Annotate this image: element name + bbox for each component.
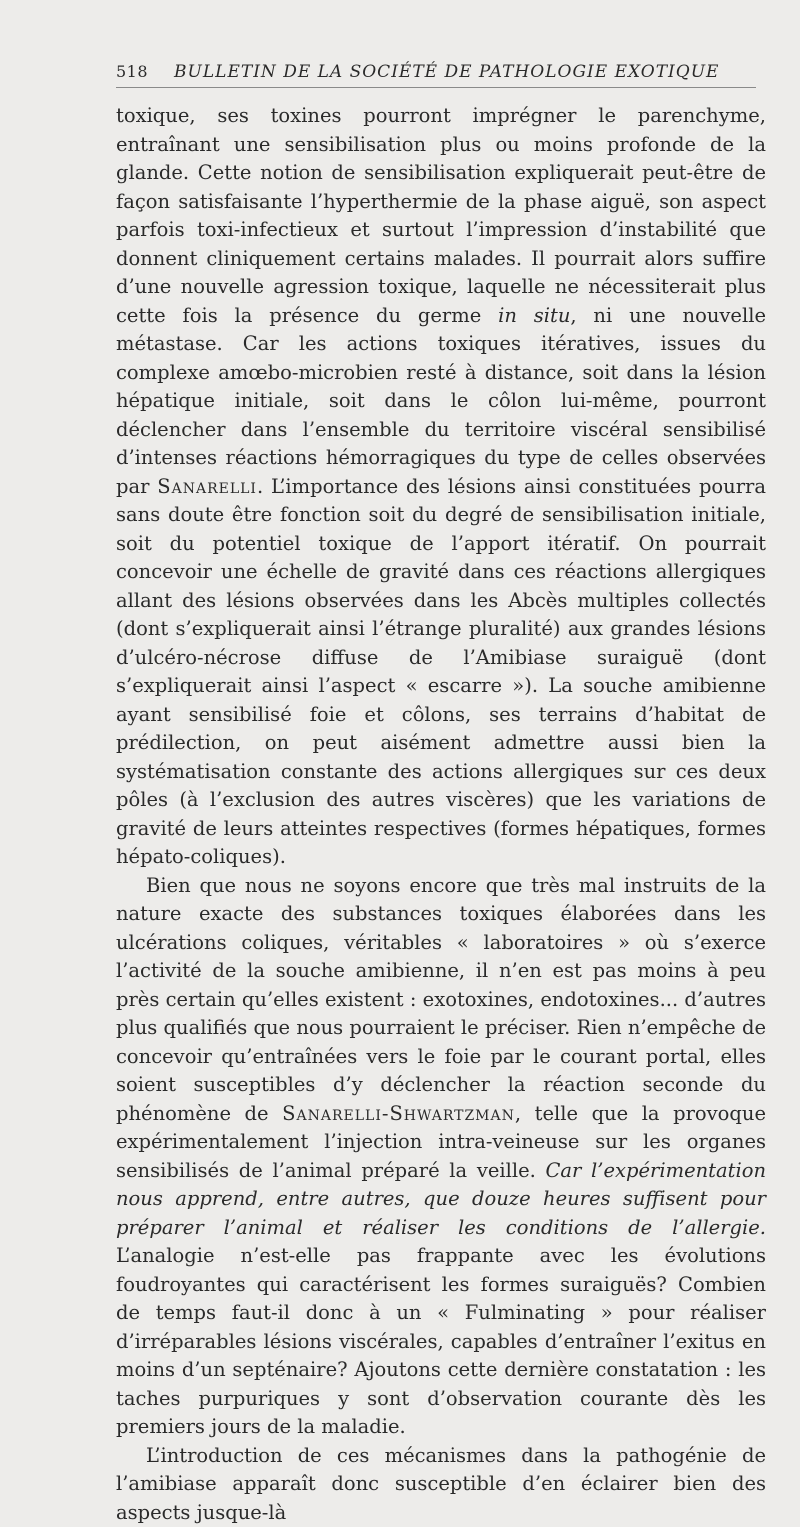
text-run: . L’importance des lésions ainsi constituées pourra sans doute être fonction soit du degré de sensibilisation initiale, soit du potentiel toxique de l’apport itératif. On pourrait concevoir une échelle de gravité dans ces réactions allergiques allant des lésions observées dans les Abcès multiples collectés (dont s’expliquerait ainsi l’étrange pluralité) aux grandes lésions d’ulcéro-nécrose diffuse de l’Amibiase suraiguë (dont s’expliquerait ainsi l’aspect « escarre »). La souche amibienne ayant sensibilisé foie et côlons, ses terrains d’habitat de prédilection, on peut aisément admettre aussi bien la systématisation constante des actions allergiques sur ces deux pôles (à l’exclusion des autres viscères) que les variations de gravité de leurs atteintes respectives (formes hépatiques, formes hépato-coliques). bbox=[116, 475, 766, 869]
text-run: , telle que la provoque expérimentalement l’injection intra-veineuse sur les organes sensibilisés de l’animal préparé la veille. bbox=[116, 1102, 766, 1182]
author-name: Sanarelli bbox=[157, 475, 257, 498]
italic-passage: Car l’expérimentation nous apprend, entre autres, que douze heures suffisent pour préparer l’animal et réaliser les conditions de l’allergie. bbox=[116, 1159, 766, 1239]
italic-term: in situ bbox=[498, 304, 570, 327]
text-run: Bien que nous ne soyons encore que très mal instruits de la nature exacte des substances toxiques élaborées dans les ulcérations coliques, véritables « laboratoires » où s’exerce l’activité de la souche amibienne, il n’en est pas moins à peu près certain qu’elles existent : exotoxines, endotoxines... d’autres plus qualifiés que nous pourraient le préciser. Rien n’empêche de concevoir qu’entraînées vers le foie par le courant portal, elles soient susceptibles d’y déclencher la réaction seconde du phénomène de bbox=[116, 874, 766, 1125]
text-run: toxique, ses toxines pourront imprégner le parenchyme, entraînant une sensibilisation plus ou moins profonde de la glande. Cette notion de sensibilisation expliquerait peut-être de façon satisfaisante l’hyperthermie de la phase aiguë, son aspect parfois toxi-infectieux et surtout l’impression d’instabilité que donnent cliniquement certains malades. Il pourrait alors suffire d’une nouvelle agression toxique, laquelle ne nécessiterait plus cette fois la présence du germe bbox=[116, 104, 766, 327]
text-run: , ni une nouvelle métastase. Car les actions toxiques itératives, issues du complexe amœbo-microbien resté à distance, soit dans la lésion hépatique initiale, soit dans le côlon lui-même, pourront déclencher dans l’ensemble du territoire viscéral sensibilisé d’intenses réactions hémorragiques du type de celles observées par bbox=[116, 304, 766, 498]
paragraph-3 bbox=[116, 1442, 766, 1527]
paragraph-1 bbox=[116, 102, 766, 872]
running-title: BULLETIN DE LA SOCIÉTÉ DE PATHOLOGIE EXOTIQUE bbox=[174, 62, 719, 82]
page-number: 518 bbox=[116, 62, 148, 81]
body-text bbox=[116, 102, 766, 1527]
paragraph-2 bbox=[116, 872, 766, 1442]
author-name: Sanarelli-Shwartzman bbox=[282, 1102, 515, 1125]
running-header bbox=[116, 62, 756, 88]
text-run: L’analogie n’est-elle pas frappante avec les évolutions foudroyantes qui caractérisent les formes suraiguës? Combien de temps faut-il donc à un « Fulminating » pour réaliser d’irréparables lésions viscérales, capables d’entraîner l’exitus en moins d’un septénaire? Ajoutons cette dernière constatation : les taches purpuriques y sont d’observation courante dès les premiers jours de la maladie. bbox=[116, 1244, 766, 1438]
text-run: L’introduction de ces mécanismes dans la pathogénie de l’amibiase apparaît donc susceptible d’en éclairer bien des aspects jusque-là bbox=[116, 1444, 766, 1524]
